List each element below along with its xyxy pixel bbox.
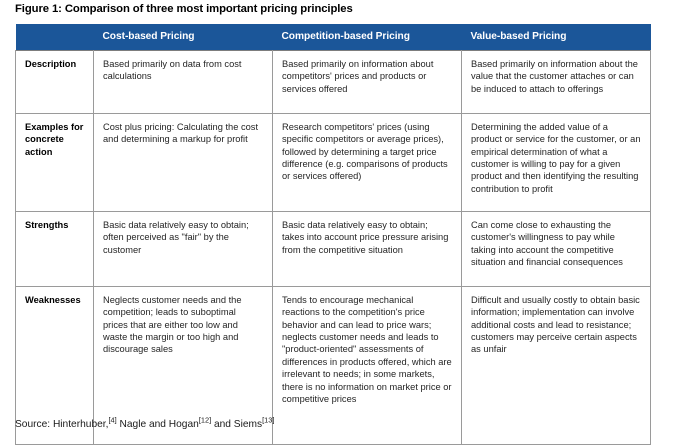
source-ref-12: [12] <box>198 415 212 425</box>
cell-strengths-value-based: Can come close to exhausting the customer's willingness to pay while taking into account the competitive situation and financial consequences <box>462 212 651 287</box>
source-ref-13: [13] <box>262 415 275 425</box>
row-label-weaknesses: Weaknesses <box>16 287 94 445</box>
row-label-examples-for-concrete-action: Examples for concrete action <box>16 114 94 212</box>
source-note <box>15 415 275 430</box>
row-label-description: Description <box>16 51 94 114</box>
table-body <box>16 51 651 445</box>
cell-examples-cost-based: Cost plus pricing: Calculating the cost and determining a markup for profit <box>94 114 273 212</box>
table-corner-cell <box>16 24 94 51</box>
cell-description-cost-based: Based primarily on data from cost calculations <box>94 51 273 114</box>
table-header-row <box>16 24 651 51</box>
cell-weaknesses-cost-based: Neglects customer needs and the competition; leads to suboptimal prices that are either too low and waste the margin or too high and discourage sales <box>94 287 273 445</box>
column-header-value-based: Value-based Pricing <box>462 24 651 51</box>
source-mid-2: and Siems <box>211 419 263 430</box>
column-header-competition-based: Competition-based Pricing <box>273 24 462 51</box>
table-header <box>16 24 651 51</box>
cell-strengths-cost-based: Basic data relatively easy to obtain; often perceived as "fair" by the customer <box>94 212 273 287</box>
source-prefix: Source: Hinterhuber, <box>15 419 109 430</box>
table-row <box>16 51 651 114</box>
table-row <box>16 212 651 287</box>
cell-examples-value-based: Determining the added value of a product or service for the customer, or an empirical determination of what a customer is willing to pay for a given product and then identifying the resulting contribution to profit <box>462 114 651 212</box>
table-row <box>16 114 651 212</box>
cell-examples-competition-based: Research competitors' prices (using specific competitors or average prices), followed by determining a target price difference (e.g. comparisons of products or services offered) <box>273 114 462 212</box>
cell-description-value-based: Based primarily on information about the value that the customer attaches or can be induced to attach to offerings <box>462 51 651 114</box>
cell-weaknesses-value-based: Difficult and usually costly to obtain basic information; implementation can involve additional costs and lead to resistance; customers may perceive certain aspects as unfair <box>462 287 651 445</box>
figure-caption: Figure 1: Comparison of three most important pricing principles <box>15 3 353 15</box>
pricing-principles-table <box>15 24 651 445</box>
cell-weaknesses-competition-based: Tends to encourage mechanical reactions to the competition's price behavior and can lead to price wars; neglects customer needs and leads to "product-oriented" assessments of differences in products offered, which are irrelevant to needs; in some markets, there is no information on market price or competitive prices <box>273 287 462 445</box>
cell-description-competition-based: Based primarily on information about competitors' prices and products or services offered <box>273 51 462 114</box>
column-header-cost-based: Cost-based Pricing <box>94 24 273 51</box>
source-mid-1: Nagle and Hogan <box>116 419 199 430</box>
cell-strengths-competition-based: Basic data relatively easy to obtain; takes into account price pressure arising from the competitive situation <box>273 212 462 287</box>
source-ref-4: [4] <box>108 415 117 425</box>
row-label-strengths: Strengths <box>16 212 94 287</box>
